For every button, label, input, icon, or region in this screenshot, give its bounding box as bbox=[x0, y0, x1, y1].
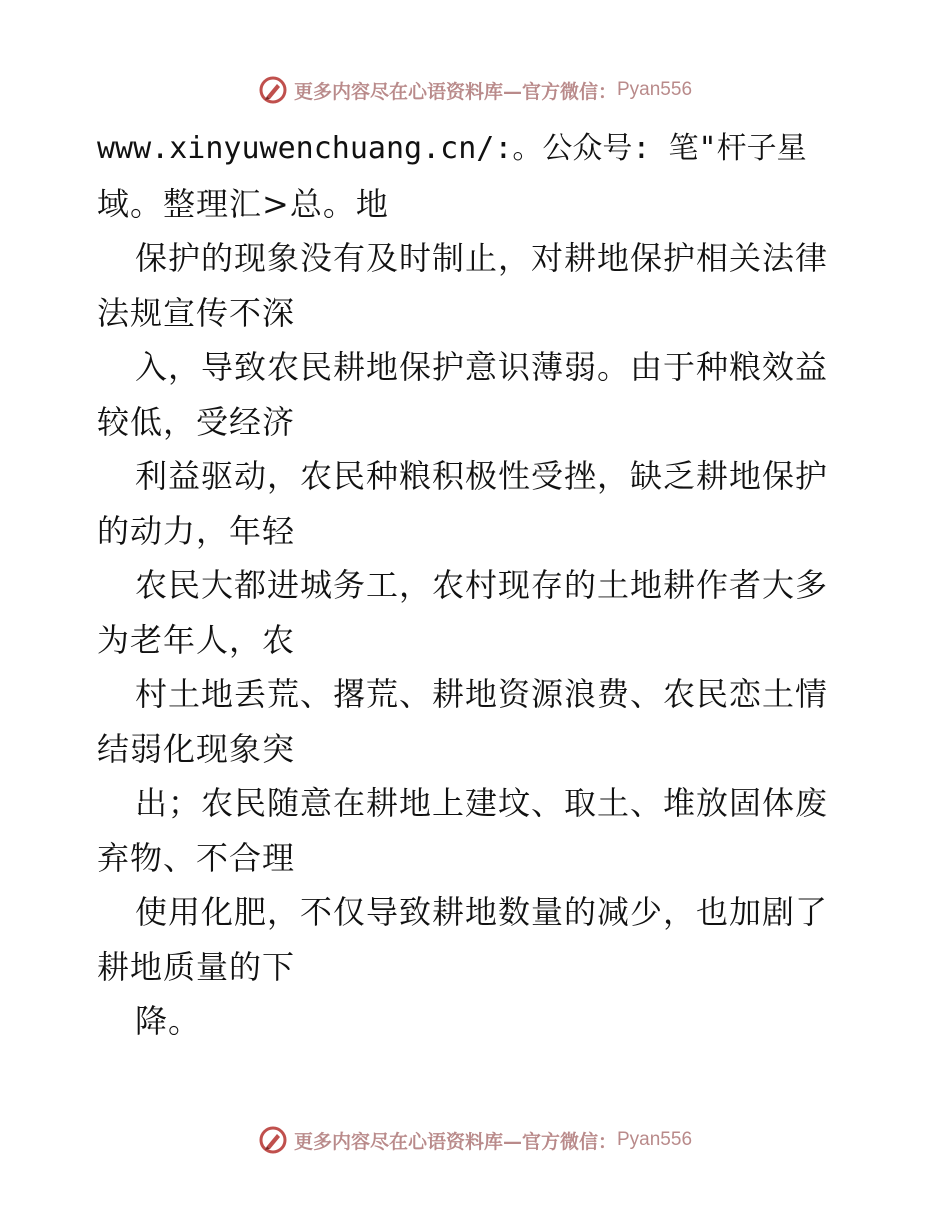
body-line: 结弱化现象突 bbox=[97, 729, 296, 768]
body-line: 较低，受经济 bbox=[97, 402, 296, 441]
pen-logo-icon bbox=[258, 75, 288, 105]
body-line: 的动力，年轻 bbox=[97, 511, 296, 550]
body-line: 域。整理汇>总。地 bbox=[97, 184, 389, 223]
body-line: 弃物、不合理 bbox=[97, 838, 296, 877]
body-line: 出；农民随意在耕地上建坟、取土、堆放固体废 bbox=[135, 784, 829, 822]
document-body bbox=[97, 122, 857, 1049]
header-banner-wechat: Pyan556 bbox=[617, 79, 693, 100]
body-line: 耕地质量的下 bbox=[97, 947, 296, 986]
footer-banner-wechat: Pyan556 bbox=[617, 1129, 693, 1150]
body-line: 保护的现象没有及时制止，对耕地保护相关法律 bbox=[135, 239, 829, 277]
body-line: 村土地丢荒、撂荒、耕地资源浪费、农民恋土情 bbox=[135, 675, 829, 713]
header-banner-text: 更多内容尽在心语资料库—官方微信： bbox=[293, 80, 617, 103]
body-line: 法规宣传不深 bbox=[97, 293, 296, 332]
body-line: www.xinyuwenchuang.cn/:。公众号: 笔"杆子星 bbox=[97, 131, 807, 166]
body-line: 使用化肥，不仅导致耕地数量的减少，也加剧了 bbox=[135, 893, 829, 931]
body-line: 利益驱动，农民种粮积极性受挫，缺乏耕地保护 bbox=[135, 457, 829, 495]
footer-banner-text: 更多内容尽在心语资料库—官方微信： bbox=[293, 1130, 617, 1153]
body-line: 入，导致农民耕地保护意识薄弱。由于种粮效益 bbox=[135, 348, 829, 386]
header-banner bbox=[0, 70, 950, 110]
pen-logo-icon bbox=[258, 1125, 288, 1155]
footer-banner bbox=[0, 1120, 950, 1160]
body-line: 为老年人，农 bbox=[97, 620, 296, 659]
body-line: 农民大都进城务工，农村现存的土地耕作者大多 bbox=[135, 566, 829, 604]
body-line: 降。 bbox=[135, 1002, 202, 1040]
